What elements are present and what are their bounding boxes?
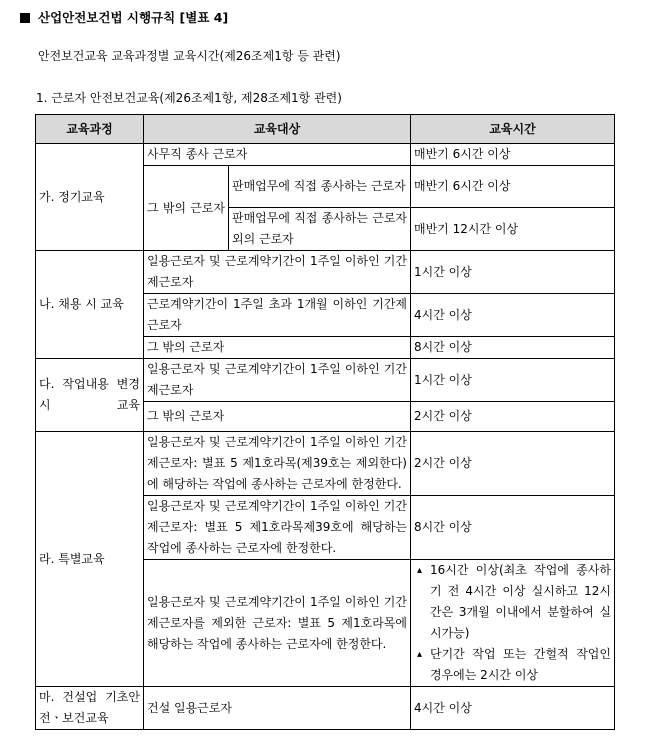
title-text: 산업안전보건법 시행규칙 [별표 4] [38,10,229,25]
document-title [20,8,228,26]
time-bullet-list [414,560,611,686]
section-heading: 1. 근로자 안전보건교육(제26조제1항, 제28조제1항 관련) [36,91,342,105]
document-subtitle: 안전보건교육 교육과정별 교육시간(제26조제1항 등 관련) [38,49,341,63]
target-group-cell: 그 밖의 근로자 [144,166,229,251]
header-target: 교육대상 [144,115,411,144]
time-cell: 매반기 6시간 이상 [411,144,615,166]
time-cell: 2시간 이상 [411,432,615,496]
target-cell: 판매업무에 직접 종사하는 근로자 외의 근로자 [229,208,411,251]
time-cell: 1시간 이상 [411,359,615,402]
course-cell-da: 다. 작업내용 변경 시 교육 [36,359,144,432]
target-cell: 일용근로자 및 근로계약기간이 1주일 이하인 기간제근로자: 별표 5 제1호라목(제39호는 제외한다)에 해당하는 작업에 종사하는 근로자에 한정한다. [144,432,411,496]
course-cell-na: 나. 채용 시 교육 [36,251,144,359]
target-cell: 근로계약기간이 1주일 초과 1개월 이하인 기간제근로자 [144,294,411,337]
time-cell: 8시간 이상 [411,496,615,560]
time-cell: 매반기 12시간 이상 [411,208,615,251]
course-cell-ga: 가. 정기교육 [36,144,144,251]
target-cell: 일용근로자 및 근로계약기간이 1주일 이하인 기간제근로자를 제외한 근로자: 별표 5 제1호라목에 해당하는 작업에 종사하는 근로자에 한정한다. [144,560,411,687]
list-item: ▴ 16시간 이상(최초 작업에 종사하기 전 4시간 이상 실시하고 12시간은 3개월 이내에서 분할하여 실시가능) [414,560,611,644]
target-cell: 건설 일용근로자 [144,687,411,730]
target-cell: 일용근로자 및 근로계약기간이 1주일 이하인 기간제근로자 [144,359,411,402]
square-bullet-icon [20,13,30,23]
header-course: 교육과정 [36,115,144,144]
time-cell: 4시간 이상 [411,687,615,730]
list-item: ▴ 단기간 작업 또는 간헐적 작업인 경우에는 2시간 이상 [414,644,611,686]
time-cell: 4시간 이상 [411,294,615,337]
table-row [36,144,615,166]
time-cell: 매반기 6시간 이상 [411,166,615,208]
target-cell: 일용근로자 및 근로계약기간이 1주일 이하인 기간제근로자 [144,251,411,294]
course-cell-ra: 라. 특별교육 [36,432,144,687]
header-time: 교육시간 [411,115,615,144]
target-cell: 판매업무에 직접 종사하는 근로자 [229,166,411,208]
time-cell: 2시간 이상 [411,402,615,432]
table-row [36,359,615,402]
table-row [36,687,615,730]
target-cell: 일용근로자 및 근로계약기간이 1주일 이하인 기간제근로자: 별표 5 제1호라목제39호에 해당하는 작업에 종사하는 근로자에 한정한다. [144,496,411,560]
education-hours-table [35,114,615,730]
target-cell: 그 밖의 근로자 [144,337,411,359]
table-header-row [36,115,615,144]
target-cell: 그 밖의 근로자 [144,402,411,432]
time-cell: 1시간 이상 [411,251,615,294]
course-cell-ma: 마. 건설업 기초안전ㆍ보건교육 [36,687,144,730]
target-cell: 사무직 종사 근로자 [144,144,411,166]
time-cell [411,560,615,687]
table-row [36,432,615,496]
table-row [36,251,615,294]
time-cell: 8시간 이상 [411,337,615,359]
